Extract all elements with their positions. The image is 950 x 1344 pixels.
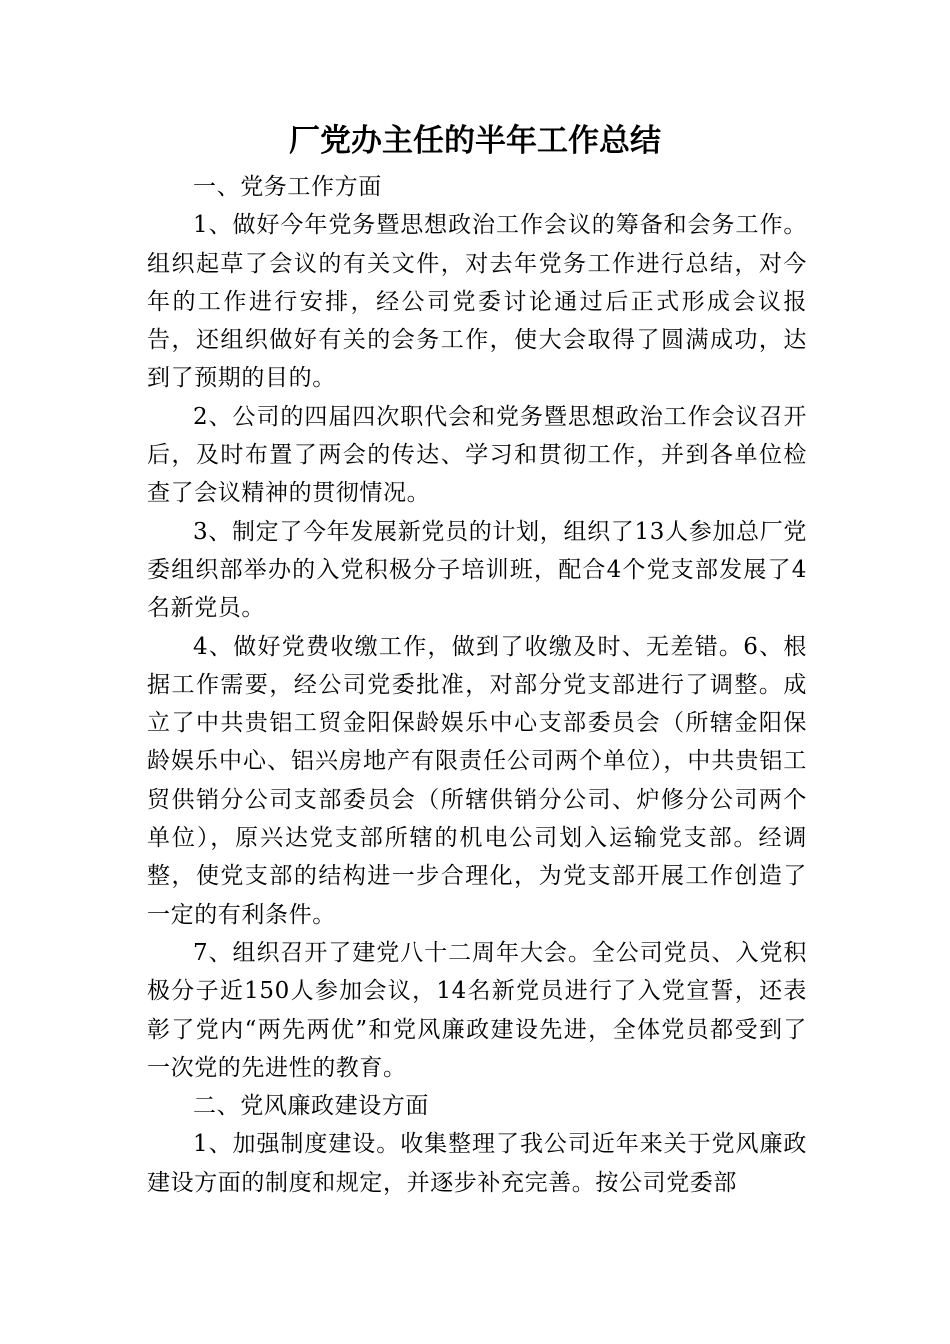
section-heading-party-affairs: 一、党务工作方面: [193, 174, 382, 200]
section-heading-integrity: 二、党风廉政建设方面: [193, 1093, 429, 1120]
paragraph-system-building: 1、加强制度建设。收集整理了我公司近年来关于党风廉政建设方面的制度和规定，并逐步补充完善。按公司党委部: [147, 1131, 807, 1196]
document-title: 厂党办主任的半年工作总结: [289, 123, 661, 159]
paragraph-anniversary-meeting: 7、组织召开了建党八十二周年大会。全公司党员、入党积极分子近150人参加会议，14名新党员进行了入党宣誓，还表彰了党内“两先两优”和党风廉政建设先进，全体党员都受到了一次党的先进性的教育。: [147, 939, 807, 1081]
paragraph-dues-and-branch-adjustment: 4、做好党费收缴工作，做到了收缴及时、无差错。6、根据工作需要，经公司党委批准，对部分党支部进行了调整。成立了中共贵铝工贸金阳保龄娱乐中心支部委员会（所辖金阳保龄娱乐中心、铝兴房地产有限责任公司两个单位），中共贵铝工贸供销分公司支部委员会（所辖供销分公司、炉修分公司两个单位），原兴达党支部所辖的机电公司划入运输党支部。经调整，使党支部的结构进一步合理化，为党支部开展工作创造了一定的有利条件。: [147, 633, 807, 928]
paragraph-meeting-implementation: 2、公司的四届四次职代会和党务暨思想政治工作会议召开后，及时布置了两会的传达、学习和贯彻工作，并到各单位检查了会议精神的贯彻情况。: [147, 403, 807, 507]
document-body: [147, 168, 807, 1202]
paragraph-meeting-preparation: 1、做好今年党务暨思想政治工作会议的筹备和会务工作。组织起草了会议的有关文件，对去年党务工作进行总结，对今年的工作进行安排，经公司党委讨论通过后正式形成会议报告，还组织做好有关的会务工作，使大会取得了圆满成功，达到了预期的目的。: [147, 212, 807, 392]
paragraph-new-members: 3、制定了今年发展新党员的计划，组织了13人参加总厂党委组织部举办的入党积极分子培训班，配合4个党支部发展了4名新党员。: [147, 518, 807, 622]
